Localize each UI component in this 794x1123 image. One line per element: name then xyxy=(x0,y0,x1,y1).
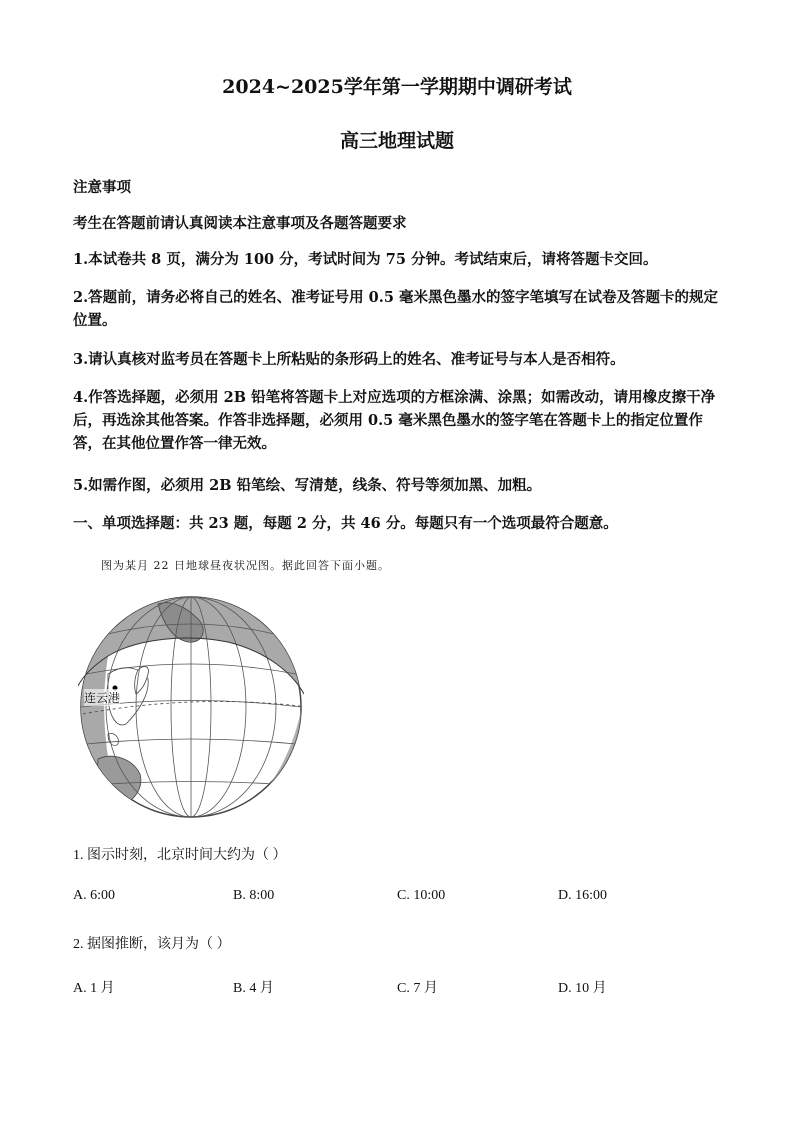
question-2-option-a[interactable]: A. 1 月 xyxy=(73,981,115,996)
exam-subtitle: 高三地理试题 xyxy=(339,130,454,152)
notice-item-5: 5.如需作图，必须用 2B 铅笔绘、写清楚，线条、符号等须加黑、加粗。 xyxy=(73,477,542,494)
question-2-option-c[interactable]: C. 7 月 xyxy=(397,981,438,996)
question-1-stem: 1. 图示时刻，北京时间大约为（ ） xyxy=(73,848,287,863)
notice-heading: 注意事项 xyxy=(73,179,131,196)
question-1-option-b[interactable]: B. 8:00 xyxy=(233,888,275,903)
notice-item-1: 1.本试卷共 8 页，满分为 100 分，考试时间为 75 分钟。考试结束后，请将答题卡交回。 xyxy=(73,251,658,268)
globe-figure xyxy=(78,594,304,820)
notice-lead: 考生在答题前请认真阅读本注意事项及各题答题要求 xyxy=(73,215,407,232)
question-1-option-a[interactable]: A. 6:00 xyxy=(73,888,115,903)
notice-item-2: 2.答题前，请务必将自己的姓名、准考证号用 0.5 毫米黑色墨水的签字笔填写在试卷及答题卡的规定位置。 xyxy=(73,289,718,329)
question-1-option-c[interactable]: C. 10:00 xyxy=(397,888,446,903)
city-label: 连云港 xyxy=(84,691,121,705)
question-2-option-d[interactable]: D. 10 月 xyxy=(558,981,607,996)
question-2-option-b[interactable]: B. 4 月 xyxy=(233,981,274,996)
exam-title: 2024~2025学年第一学期期中调研考试 xyxy=(222,76,572,98)
notice-item-4: 4.作答选择题，必须用 2B 铅笔将答题卡上对应选项的方框涂满、涂黑；如需改动，请用橡皮擦干净后，再选涂其他答案。作答非选择题，必须用 0.5 毫米黑色墨水的签字笔在答题卡上的指定位置作答，在其他位置作答一律无效。 xyxy=(73,389,716,452)
question-1-option-d[interactable]: D. 16:00 xyxy=(558,888,607,903)
section-heading: 一、单项选择题：共 23 题，每题 2 分，共 46 分。每题只有一个选项最符合题意。 xyxy=(73,515,618,532)
question-2-stem: 2. 据图推断，该月为（ ） xyxy=(73,937,231,952)
figure-intro: 图为某月 22 日地球昼夜状况图。据此回答下面小题。 xyxy=(101,559,390,572)
notice-item-3: 3.请认真核对监考员在答题卡上所粘贴的条形码上的姓名、准考证号与本人是否相符。 xyxy=(73,351,625,368)
